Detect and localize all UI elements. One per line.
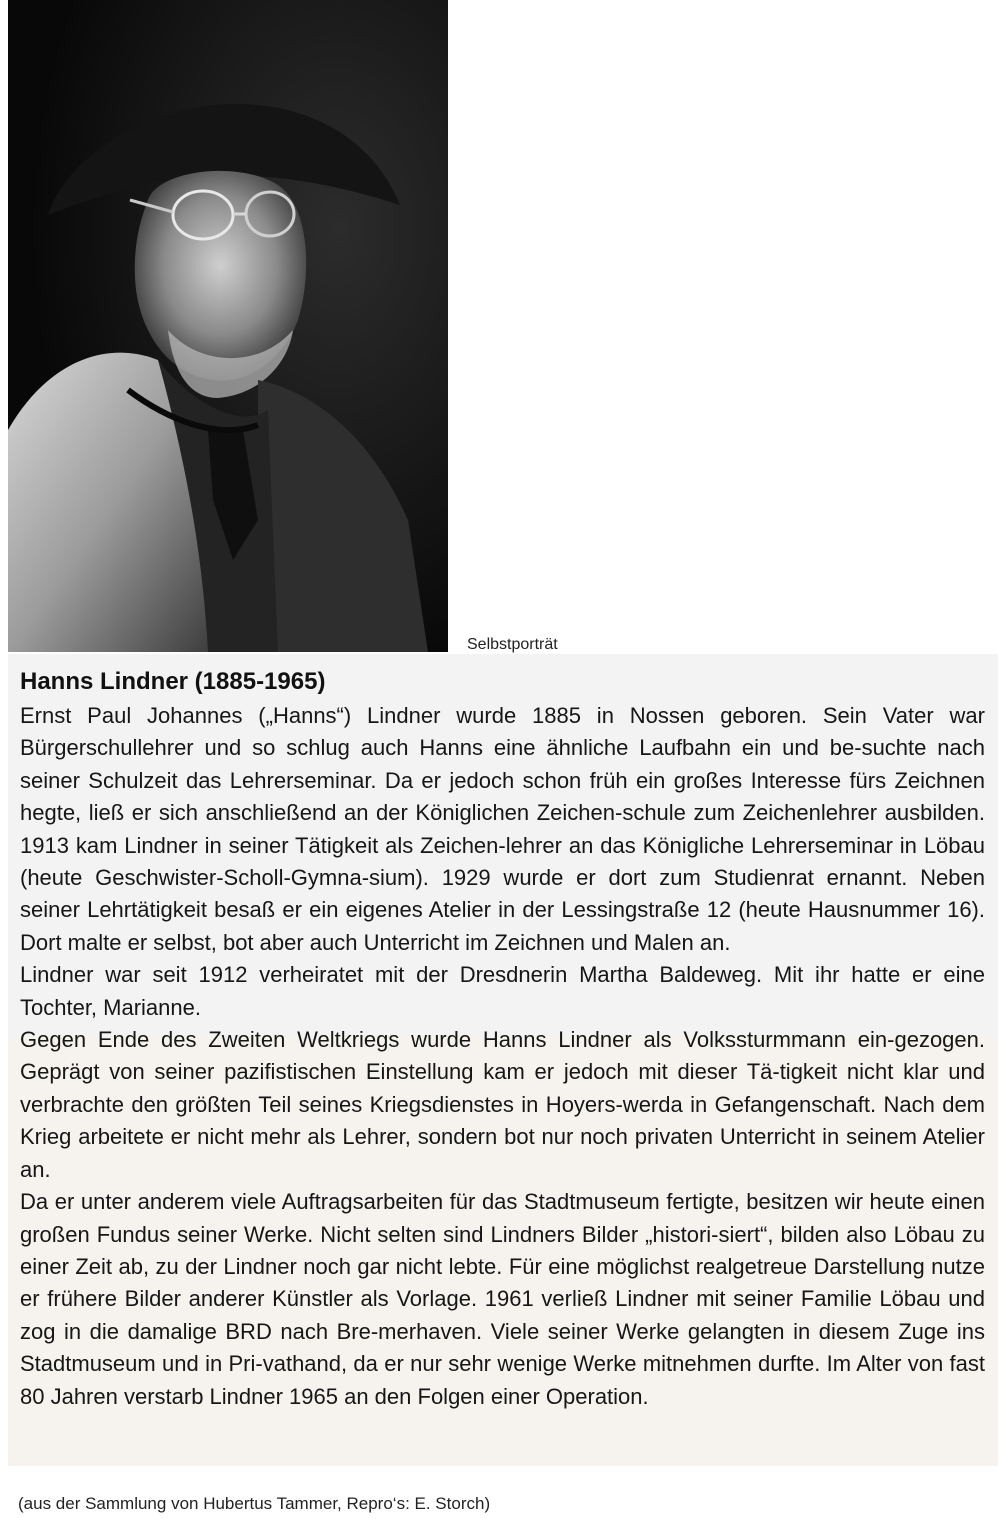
portrait-caption: Selbstporträt [467,636,558,653]
paragraph: Lindner war seit 1912 verheiratet mit der Dresdnerin Martha Baldeweg. Mit ihr hatte er eine Tochter, Marianne. [20,962,985,1020]
source-credit: (aus der Sammlung von Hubertus Tammer, Repro‘s: E. Storch) [18,1494,491,1513]
biography-text [20,700,985,1413]
self-portrait-image [8,0,448,652]
biography-panel [8,654,998,1466]
paragraph: Ernst Paul Johannes („Hanns“) Lindner wurde 1885 in Nossen geboren. Sein Vater war Bürgerschullehrer und so schlug auch Hanns eine ähnliche Laufbahn ein und be-suchte nach seiner Schulzeit das Lehrerseminar. Da er jedoch schon früh ein großes Interesse fürs Zeichnen hegte, ließ er sich anschließend an der Königlichen Zeichen-schule zum Zeichenlehrer ausbilden. 1913 kam Lindner in seiner Tätigkeit als Zeichen-lehrer an das Königliche Lehrerseminar in Löbau (heute Geschwister-Scholl-Gymna-sium). 1929 wurde er dort zum Studienrat ernannt. Neben seiner Lehrtätigkeit besaß er ein eigenes Atelier in der Lessingstraße 12 (heute Hausnummer 16). Dort malte er selbst, bot aber auch Unterricht im Zeichnen und Malen an. [20,703,985,955]
paragraph: Da er unter anderem viele Auftragsarbeiten für das Stadtmuseum fertigte, besitzen wir heute einen großen Fundus seiner Werke. Nicht selten sind Lindners Bilder „histori-siert“, bilden also Löbau zu einer Zeit ab, zu der Lindner noch gar nicht lebte. Für eine möglichst realgetreue Darstellung nutze er frühere Bilder anderer Künstler als Vorlage. 1961 verließ Lindner mit seiner Familie Löbau und zog in die damalige BRD nach Bre-merhaven. Viele seiner Werke gelangten in diesem Zuge ins Stadtmuseum und in Pri-vathand, da er nur sehr wenige Werke mitnehmen durfte. Im Alter von fast 80 Jahren verstarb Lindner 1965 an den Folgen einer Operation. [20,1189,985,1409]
portrait-drawing [8,0,448,652]
article-title: Hanns Lindner (1885-1965) [20,668,326,695]
paragraph: Gegen Ende des Zweiten Weltkriegs wurde Hanns Lindner als Volkssturmmann ein-gezogen. Geprägt von seiner pazifistischen Einstellung kam er jedoch mit dieser Tä-tigkeit nicht klar und verbrachte den größten Teil seines Kriegsdienstes in Hoyers-werda in Gefangenschaft. Nach dem Krieg arbeitete er nicht mehr als Lehrer, sondern bot nur noch privaten Unterricht in seinem Atelier an. [20,1027,985,1182]
